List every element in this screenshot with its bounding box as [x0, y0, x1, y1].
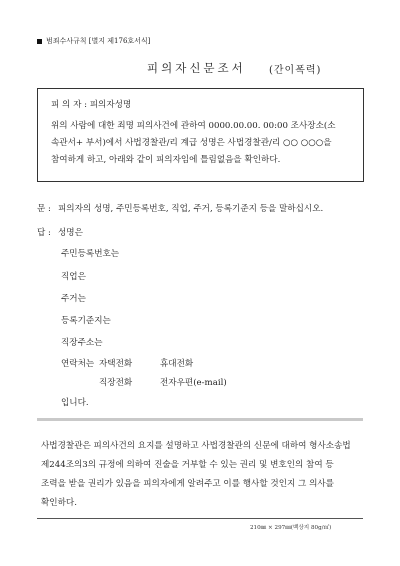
suspect-info-box: [37, 88, 364, 182]
answer-email: 전자우편(e-mail): [160, 378, 227, 388]
answer-occupation: 직업은: [61, 272, 86, 282]
answer-work-phone: 직장전화: [99, 378, 133, 388]
answer-workplace-address: 직장주소는: [61, 338, 103, 348]
answer-label: 답 :: [37, 228, 51, 238]
box-text-line-3: 참여하게 하고, 아래와 같이 피의자임에 틀림없음을 확인하다.: [51, 155, 281, 165]
answer-ending: 입니다.: [61, 398, 89, 408]
bullet-square-icon: [37, 39, 42, 44]
suspect-label: 피 의 자 : 피의자성명: [51, 100, 132, 110]
document-subtitle: (간이폭력): [269, 65, 322, 76]
question-text: 피의자의 성명, 주민등록번호, 직업, 주거, 등록기준지 등을 말하십시오.: [58, 204, 324, 214]
box-text-line-2: 속관서+ 부서)에서 사법경찰관/리 계급 성명은 사법경찰관/리 ○○ ○○○을: [51, 138, 332, 148]
paper-spec: 210㎜ × 297㎜(백상지 80g/㎡): [250, 525, 332, 531]
answer-home-phone: 자택전화: [99, 359, 133, 369]
answer-mobile-phone: 휴대전화: [160, 359, 194, 369]
footer-rule: [37, 518, 363, 519]
question-label: 문 :: [37, 204, 51, 214]
box-text-line-1: 위의 사람에 대한 죄명 피의사건에 관하여 0000.00.00. 00:00 조사장소(소: [51, 121, 336, 131]
answer-registration: 등록기준지는: [61, 316, 111, 326]
document-title: 피의자신문조서: [147, 61, 246, 75]
answer-name: 성명은: [58, 228, 83, 238]
answer-address: 주거는: [61, 294, 86, 304]
notice-line-3: 조력을 받을 권리가 있음을 피의자에게 알려주고 이를 행사할 것인지 그 의사를: [41, 479, 334, 489]
notice-line-4: 확인하다.: [41, 498, 77, 508]
answer-resident-number: 주민등록번호는: [61, 249, 120, 259]
notice-line-2: 제244조의3의 규정에 의하여 진술을 거부할 수 있는 권리 및 변호인의 참여 등: [41, 460, 334, 470]
form-reference: 범죄수사규칙 [별지 제176호서식]: [46, 37, 151, 45]
notice-line-1: 사법경찰관은 피의사건의 요지를 설명하고 사법경찰관의 신문에 대하여 형사소송법: [41, 441, 351, 451]
answer-contact-label: 연락처는: [61, 359, 95, 369]
section-divider: [37, 418, 363, 421]
